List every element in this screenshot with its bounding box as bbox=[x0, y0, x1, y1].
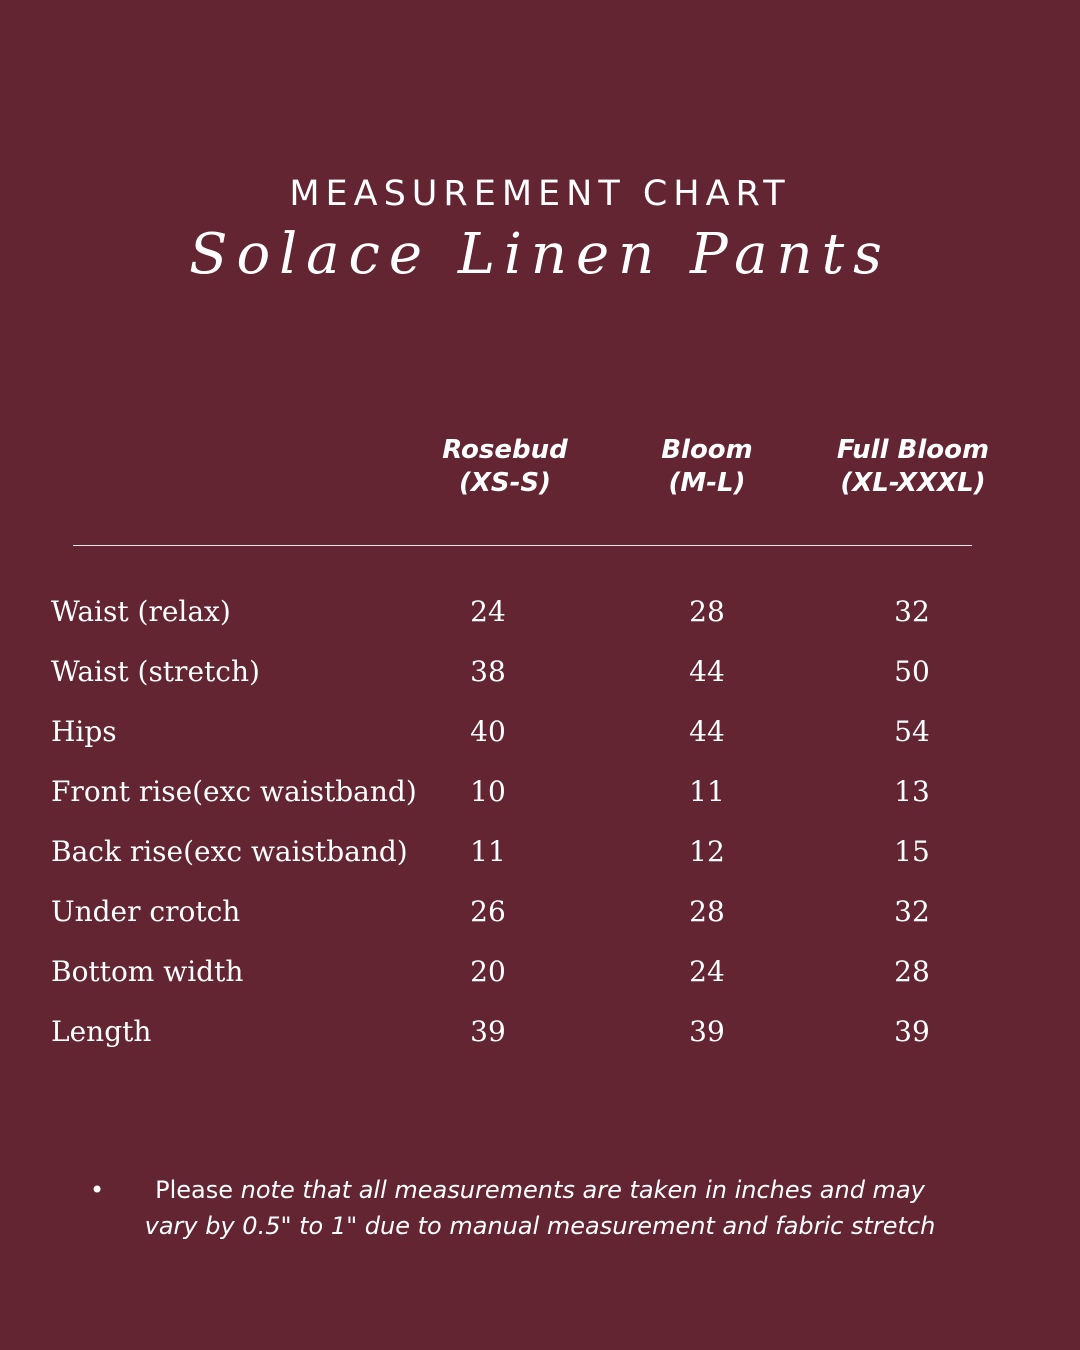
table-row bbox=[0, 882, 1080, 942]
note-lead: Please bbox=[155, 1176, 234, 1204]
table-row bbox=[0, 822, 1080, 882]
note-line-1 bbox=[90, 1172, 990, 1208]
row-value: 24 bbox=[470, 595, 506, 628]
column-name: Bloom bbox=[661, 435, 753, 465]
product-title: Solace Linen Pants bbox=[189, 222, 891, 287]
row-value: 40 bbox=[470, 715, 506, 748]
row-value: 13 bbox=[894, 775, 930, 808]
table-row bbox=[0, 702, 1080, 762]
row-value: 39 bbox=[470, 1015, 506, 1048]
row-value: 39 bbox=[689, 1015, 725, 1048]
row-value: 26 bbox=[470, 895, 506, 928]
row-value: 20 bbox=[470, 955, 506, 988]
column-header-full-bloom bbox=[793, 434, 1033, 500]
row-value: 28 bbox=[689, 595, 725, 628]
column-header-bloom bbox=[587, 434, 827, 500]
row-value: 12 bbox=[689, 835, 725, 868]
column-size-range: (M-L) bbox=[668, 468, 746, 498]
row-value: 28 bbox=[894, 955, 930, 988]
table-row bbox=[0, 942, 1080, 1002]
table-row bbox=[0, 762, 1080, 822]
row-value: 32 bbox=[894, 595, 930, 628]
row-label: Waist (stretch) bbox=[51, 655, 260, 688]
row-value: 24 bbox=[689, 955, 725, 988]
column-size-range: (XL-XXXL) bbox=[840, 468, 986, 498]
row-label: Waist (relax) bbox=[51, 595, 231, 628]
row-label: Hips bbox=[51, 715, 117, 748]
row-label: Length bbox=[51, 1015, 152, 1048]
row-value: 28 bbox=[689, 895, 725, 928]
row-value: 54 bbox=[894, 715, 930, 748]
chart-heading: MEASUREMENT CHART bbox=[289, 174, 791, 214]
table-row bbox=[0, 582, 1080, 642]
row-value: 11 bbox=[689, 775, 725, 808]
row-value: 50 bbox=[894, 655, 930, 688]
row-label: Front rise(exc waistband) bbox=[51, 775, 417, 808]
column-size-range: (XS-S) bbox=[458, 468, 552, 498]
table-row bbox=[0, 642, 1080, 702]
row-value: 32 bbox=[894, 895, 930, 928]
column-name: Full Bloom bbox=[836, 435, 990, 465]
row-value: 15 bbox=[894, 835, 930, 868]
header-divider bbox=[73, 545, 972, 546]
row-value: 10 bbox=[470, 775, 506, 808]
measurement-note bbox=[90, 1172, 990, 1244]
row-value: 44 bbox=[689, 655, 725, 688]
column-name: Rosebud bbox=[442, 435, 568, 465]
note-text-1: note that all measurements are taken in inches and may bbox=[233, 1176, 925, 1204]
row-value: 39 bbox=[894, 1015, 930, 1048]
row-label: Back rise(exc waistband) bbox=[51, 835, 408, 868]
row-value: 11 bbox=[470, 835, 506, 868]
note-line-2: vary by 0.5" to 1" due to manual measurement and fabric stretch bbox=[144, 1212, 936, 1240]
row-value: 38 bbox=[470, 655, 506, 688]
bullet-icon: • bbox=[90, 1176, 105, 1204]
table-row bbox=[0, 1002, 1080, 1062]
row-value: 44 bbox=[689, 715, 725, 748]
row-label: Bottom width bbox=[51, 955, 244, 988]
row-label: Under crotch bbox=[51, 895, 241, 928]
